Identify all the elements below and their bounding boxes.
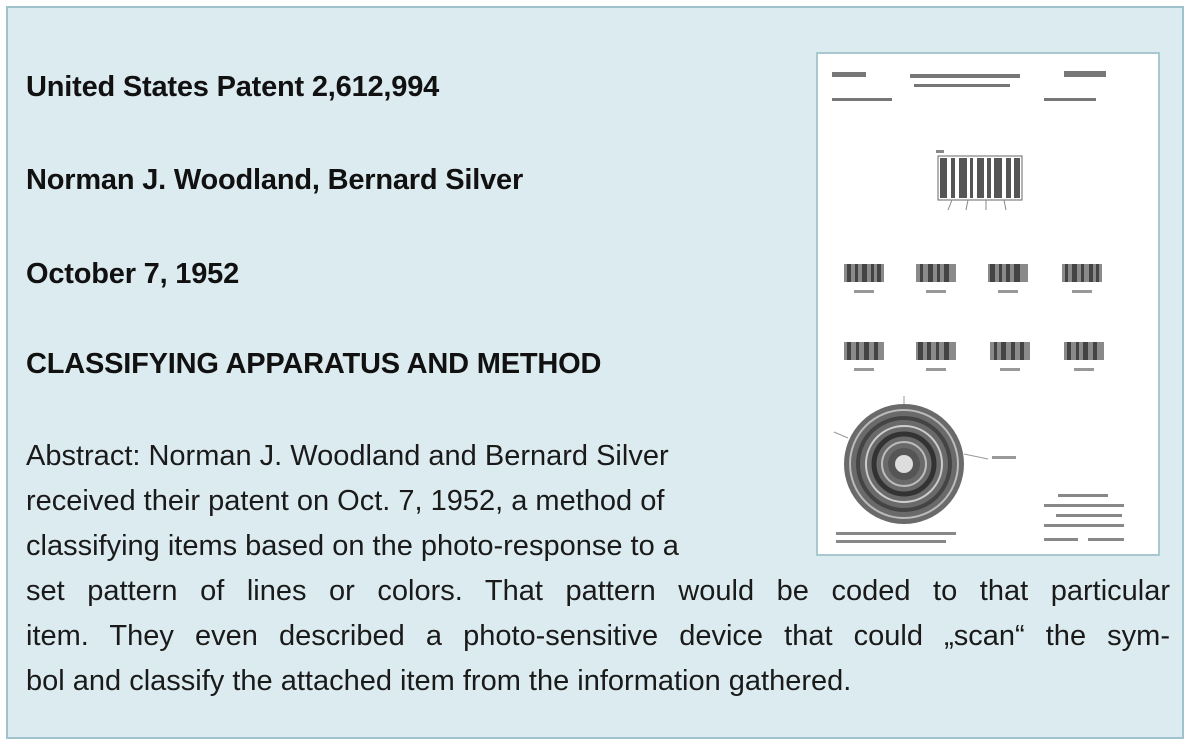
abstract-line: bol and classify the attached item from the information gathered. <box>26 665 852 697</box>
abstract-line: received their patent on Oct. 7, 1952, a method of <box>26 485 665 517</box>
patent-title: CLASSIFYING APPARATUS AND METHOD <box>26 348 602 380</box>
patent-drawing-image <box>816 52 1160 556</box>
patent-drawing-icon <box>818 54 1158 554</box>
abstract <box>26 434 1170 704</box>
abstract-line: Abstract: Norman J. Woodland and Bernard Silver <box>26 440 669 472</box>
abstract-line: item. They even described a photo-sensitive device that could „scan“ the sym- <box>26 620 1170 652</box>
patent-date: October 7, 1952 <box>26 258 239 290</box>
patent-number: United States Patent 2,612,994 <box>26 71 440 103</box>
patent-card <box>6 6 1184 739</box>
abstract-line: set pattern of lines or colors. That pattern would be coded to that particular <box>26 575 1170 607</box>
abstract-line: classifying items based on the photo-response to a <box>26 530 679 562</box>
inventors: Norman J. Woodland, Bernard Silver <box>26 164 524 196</box>
